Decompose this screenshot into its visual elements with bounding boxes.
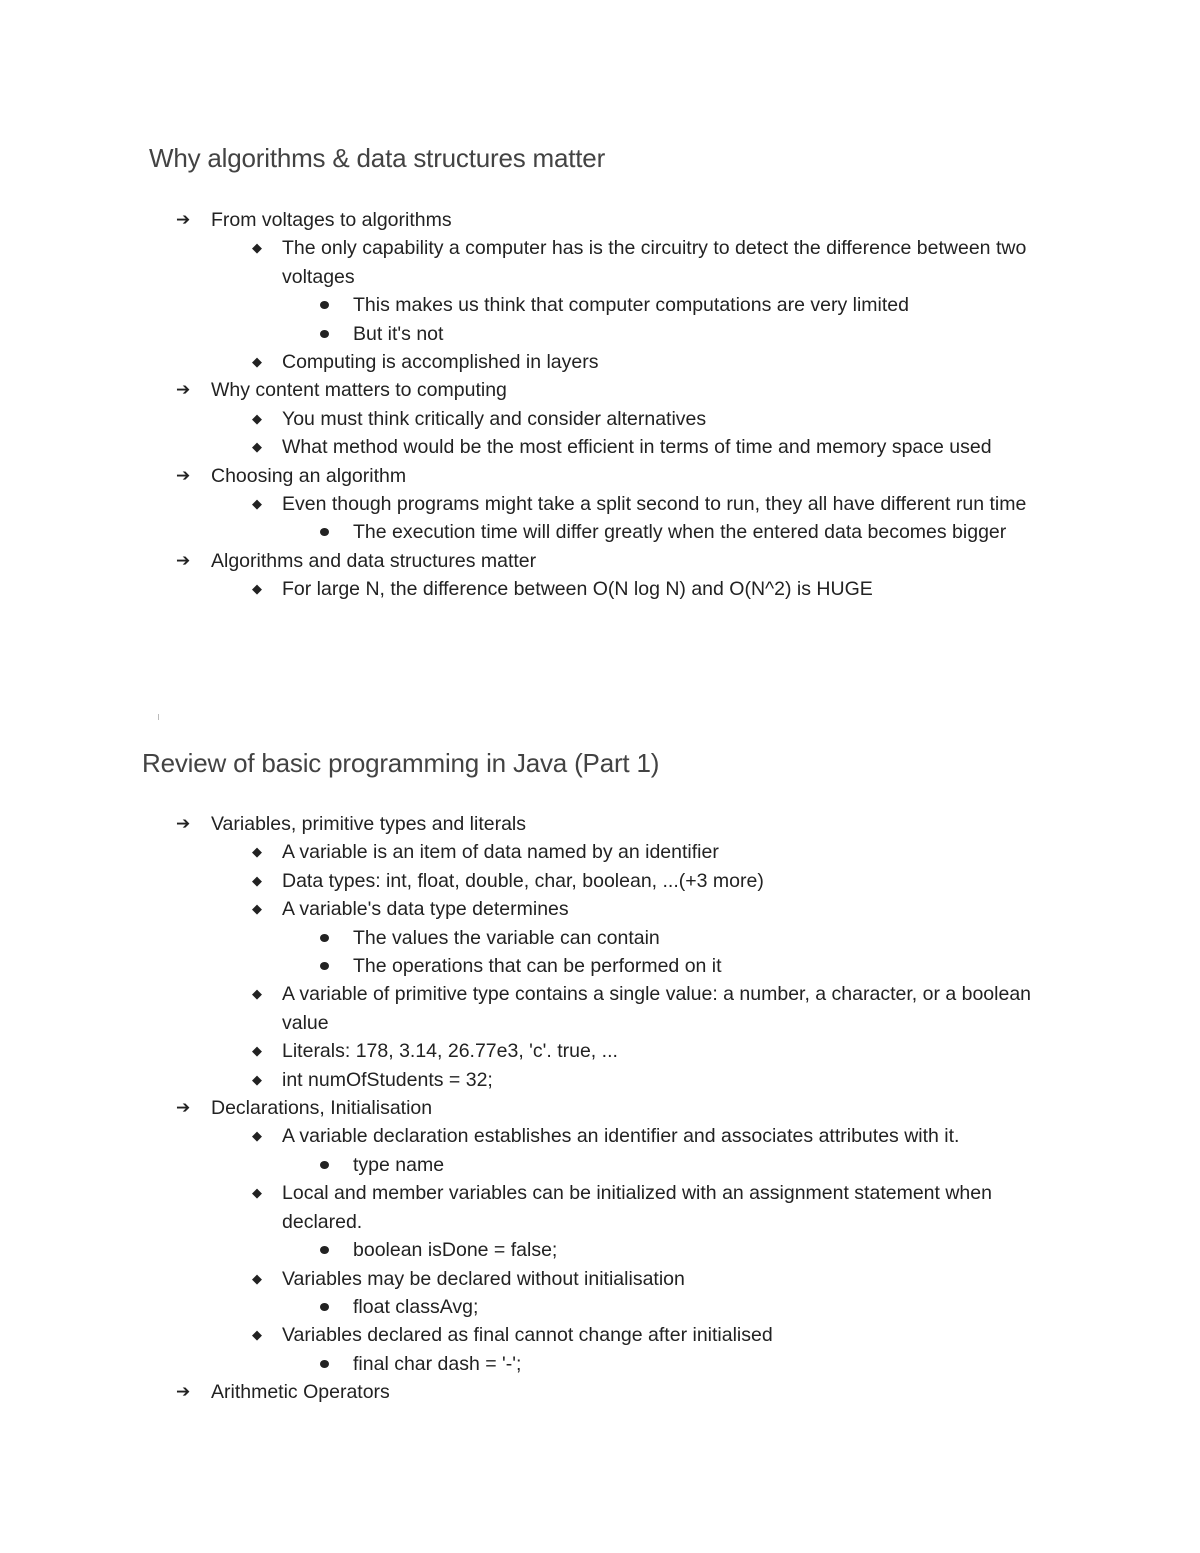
list-item-text: Arithmetic Operators <box>211 1381 390 1404</box>
list-item-text: Data types: int, float, double, char, boolean, ...(+3 more) <box>282 869 764 892</box>
list-item <box>0 1321 1200 1349</box>
list-item <box>0 376 1200 404</box>
diamond-bullet-icon: ◆ <box>252 844 262 860</box>
list-item <box>0 433 1200 461</box>
list-item-text: Why content matters to computing <box>211 379 507 402</box>
list-item <box>0 1179 1200 1236</box>
list-item <box>0 206 1200 234</box>
list-item-text: type name <box>353 1153 445 1176</box>
arrow-bullet-icon: ➔ <box>176 814 191 833</box>
list-item <box>0 490 1200 518</box>
dot-bullet-icon <box>320 528 329 536</box>
list-item <box>0 291 1200 319</box>
list-item-text: Variables, primitive types and literals <box>211 813 527 835</box>
list-item-text: int numOfStudents = 32; <box>282 1068 493 1091</box>
dot-bullet-icon <box>320 1303 329 1311</box>
list-item <box>0 1094 1200 1122</box>
arrow-bullet-icon: ➔ <box>176 210 191 229</box>
list-item <box>0 895 1200 923</box>
list-item <box>0 1122 1200 1150</box>
list-item-text: float classAvg; <box>353 1295 479 1318</box>
list-item <box>0 980 1200 1037</box>
list-item-text: Variables declared as final cannot change after initialised <box>282 1324 773 1347</box>
list-item-text: A variable declaration establishes an identifier and associates attributes with it. <box>282 1125 960 1148</box>
list-item-text: A variable of primitive type contains a single value: a number, a character, or a boolean value <box>282 983 1032 1034</box>
bullet-list-algorithms <box>0 206 1200 604</box>
list-item-text: Computing is accomplished in layers <box>282 351 599 374</box>
list-item-text: final char dash = '-'; <box>353 1352 522 1375</box>
diamond-bullet-icon: ◆ <box>252 1270 262 1286</box>
arrow-bullet-icon: ➔ <box>176 550 191 570</box>
diamond-bullet-icon: ◆ <box>252 240 262 256</box>
list-item-text: Local and member variables can be initialized with an assignment statement when declared. <box>282 1182 992 1233</box>
list-item-text: The operations that can be performed on it <box>353 955 722 978</box>
list-item-text: The execution time will differ greatly when the entered data becomes bigger <box>353 521 1007 544</box>
diamond-bullet-icon: ◆ <box>252 496 262 512</box>
diamond-bullet-icon: ◆ <box>252 1185 262 1201</box>
list-item <box>0 838 1200 866</box>
list-item-text: Even though programs might take a split second to run, they all have different run time <box>282 493 1027 516</box>
dot-bullet-icon <box>320 301 329 309</box>
list-item-text: Algorithms and data structures matter <box>211 549 537 572</box>
list-item <box>0 867 1200 895</box>
list-item <box>0 575 1200 603</box>
list-item-text: But it's not <box>353 322 444 345</box>
diamond-bullet-icon: ◆ <box>252 1071 262 1087</box>
list-item <box>0 234 1200 291</box>
diamond-bullet-icon: ◆ <box>252 439 262 455</box>
list-item-text: A variable is an item of data named by an identifier <box>282 841 719 864</box>
list-item-text: For large N, the difference between O(N log N) and O(N^2) is HUGE <box>282 578 873 601</box>
diamond-bullet-icon: ◆ <box>252 1043 262 1059</box>
bullet-list-java-review <box>0 810 1200 1407</box>
dot-bullet-icon <box>320 1360 329 1368</box>
dot-bullet-icon <box>320 330 329 338</box>
list-item-text: The only capability a computer has is the circuitry to detect the difference between two voltages <box>282 237 1027 288</box>
list-item-text: Choosing an algorithm <box>211 464 407 487</box>
list-item-text: What method would be the most efficient in terms of time and memory space used <box>282 436 992 459</box>
arrow-bullet-icon: ➔ <box>176 465 191 485</box>
page-mark <box>158 714 159 720</box>
diamond-bullet-icon: ◆ <box>252 1327 262 1343</box>
list-item-text: This makes us think that computer computations are very limited <box>353 294 909 317</box>
list-item-text: The values the variable can contain <box>353 926 660 949</box>
diamond-bullet-icon: ◆ <box>252 872 262 888</box>
diamond-bullet-icon: ◆ <box>252 354 262 370</box>
list-item <box>0 348 1200 376</box>
list-item <box>0 547 1200 575</box>
list-item <box>0 952 1200 980</box>
diamond-bullet-icon: ◆ <box>252 901 262 917</box>
list-item <box>0 1378 1200 1406</box>
dot-bullet-icon <box>320 1161 329 1169</box>
arrow-bullet-icon: ➔ <box>176 1098 191 1118</box>
diamond-bullet-icon: ◆ <box>252 410 262 426</box>
list-item <box>0 1265 1200 1293</box>
list-item-text: From voltages to algorithms <box>211 209 452 231</box>
list-item <box>0 810 1200 838</box>
list-item <box>0 320 1200 348</box>
list-item <box>0 518 1200 546</box>
list-item-text: A variable's data type determines <box>282 898 569 921</box>
dot-bullet-icon <box>320 1246 329 1254</box>
arrow-bullet-icon: ➔ <box>176 1382 191 1402</box>
list-item-text: boolean isDone = false; <box>353 1239 558 1262</box>
list-item <box>0 1236 1200 1264</box>
list-item-text: Variables may be declared without initialisation <box>282 1267 685 1290</box>
dot-bullet-icon <box>320 934 329 942</box>
diamond-bullet-icon: ◆ <box>252 986 262 1002</box>
list-item <box>0 1293 1200 1321</box>
section-heading-java-review: Review of basic programming in Java (Part 1) <box>142 748 660 778</box>
list-item-text: Literals: 178, 3.14, 26.77e3, 'c'. true, ... <box>282 1040 618 1063</box>
list-item <box>0 924 1200 952</box>
list-item <box>0 405 1200 433</box>
list-item <box>0 1066 1200 1094</box>
section-heading-algorithms: Why algorithms & data structures matter <box>149 143 606 173</box>
diamond-bullet-icon: ◆ <box>252 1128 262 1144</box>
list-item <box>0 1151 1200 1179</box>
list-item <box>0 462 1200 490</box>
list-item <box>0 1037 1200 1065</box>
list-item-text: Declarations, Initialisation <box>211 1097 433 1120</box>
list-item <box>0 1350 1200 1378</box>
list-item-text: You must think critically and consider alternatives <box>282 407 707 430</box>
dot-bullet-icon <box>320 962 329 970</box>
arrow-bullet-icon: ➔ <box>176 380 191 400</box>
diamond-bullet-icon: ◆ <box>252 581 262 597</box>
